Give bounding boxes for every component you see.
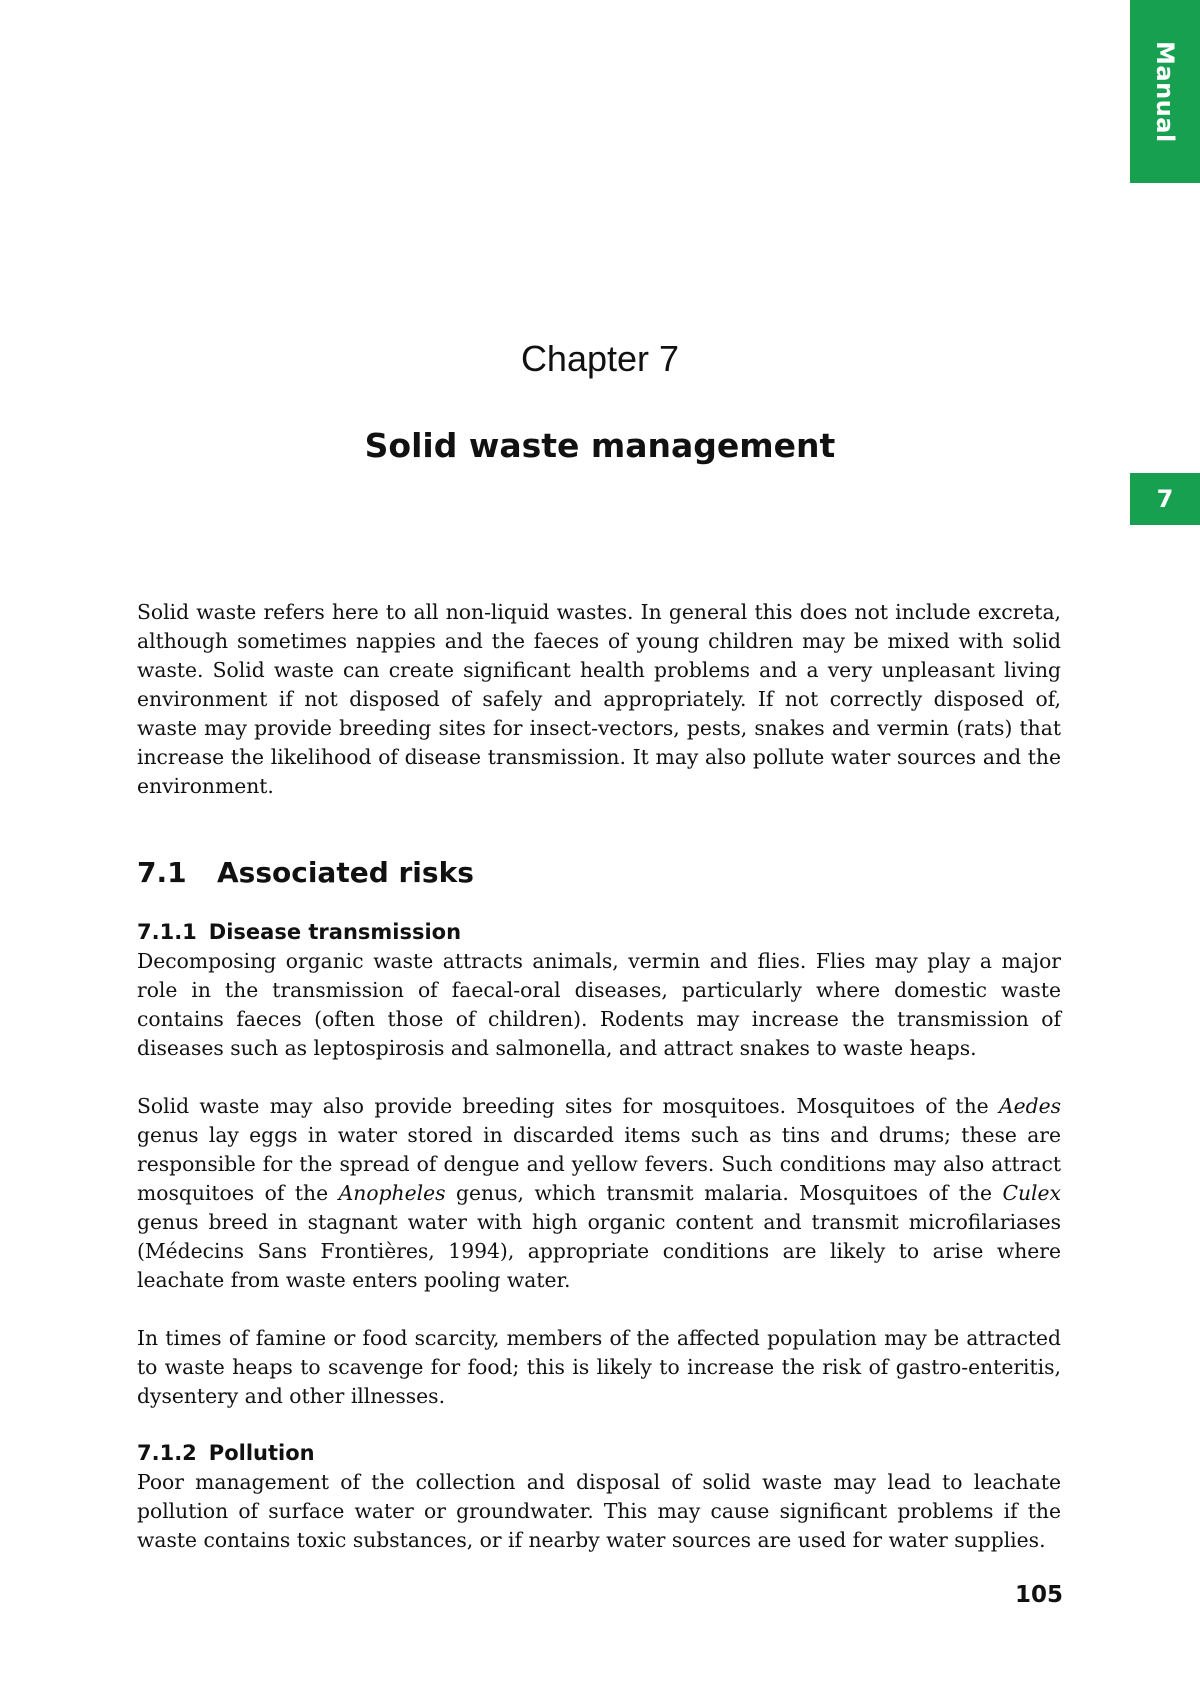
- page-body: [137, 598, 1061, 1555]
- pollution-paragraph-1: Poor management of the collection and disposal of solid waste may lead to leachate pollution of surface water or groundwater. This may cause significant problems if the waste contains toxic substances, or if nearby water sources are used for water supplies.: [137, 1470, 1061, 1552]
- chapter-tab: 7: [1130, 473, 1200, 525]
- chapter-title: Solid waste management: [364, 426, 836, 465]
- paragraph-text: genus, which transmit malaria. Mosquitoes of the: [445, 1181, 1003, 1205]
- intro-paragraph: Solid waste refers here to all non-liquid wastes. In general this does not include excreta, although sometimes nappies and the faeces of young children may be mixed with solid waste. Solid waste can create significant health problems and a very unpleasant living environment if not disposed of safely and appropriately. If not correctly disposed of, waste may provide breeding sites for insect-vectors, pests, snakes and vermin (rats) that increase the likelihood of disease transmission. It may also pollute water sources and the environment.: [137, 600, 1061, 798]
- disease-paragraph-1: Decomposing organic waste attracts animals, vermin and flies. Flies may play a major role in the transmission of faecal-oral diseases, particularly where domestic waste contains faeces (often those of children). Rodents may increase the transmission of diseases such as leptospirosis and salmonella, and attract snakes to waste heaps.: [137, 949, 1061, 1060]
- section-tab-label: Manual: [1151, 40, 1179, 143]
- section-title: Associated risks: [217, 856, 474, 889]
- subsection-number: 7.1.1: [137, 920, 197, 944]
- genus-anopheles: Anopheles: [338, 1181, 446, 1205]
- chapter-label: Chapter 7: [520, 338, 680, 379]
- subsection-heading-disease: [137, 918, 1061, 947]
- subsection-number: 7.1.2: [137, 1441, 197, 1465]
- genus-aedes: Aedes: [998, 1094, 1061, 1118]
- section-number: 7.1: [137, 856, 187, 889]
- page-number: 105: [1014, 1582, 1063, 1608]
- subsection-heading-pollution: [137, 1439, 1061, 1468]
- genus-culex: Culex: [1002, 1181, 1061, 1205]
- disease-paragraph-2: [137, 1092, 1061, 1295]
- subsection-title: Pollution: [208, 1441, 315, 1465]
- section-heading: [137, 858, 1061, 888]
- section-tab-manual: [1130, 0, 1200, 183]
- paragraph-text: genus lay eggs in water stored in discarded items such as tins and drums; these are responsible for the spread of dengue and yellow fevers. Such conditions may also attract mosquitoes of the: [137, 1123, 1061, 1205]
- paragraph-text: genus breed in stagnant water with high organic content and transmit microfilariases (Médecins Sans Frontières, 1994), appropriate conditions are likely to arise where leachate from waste enters pooling water.: [137, 1210, 1061, 1292]
- subsection-title: Disease transmission: [208, 920, 462, 944]
- disease-paragraph-3: In times of famine or food scarcity, members of the affected population may be attracted to waste heaps to scavenge for food; this is likely to increase the risk of gastro-enteritis, dysentery and other illnesses.: [137, 1326, 1061, 1408]
- paragraph-text: Solid waste may also provide breeding sites for mosquitoes. Mosquitoes of the: [137, 1094, 999, 1118]
